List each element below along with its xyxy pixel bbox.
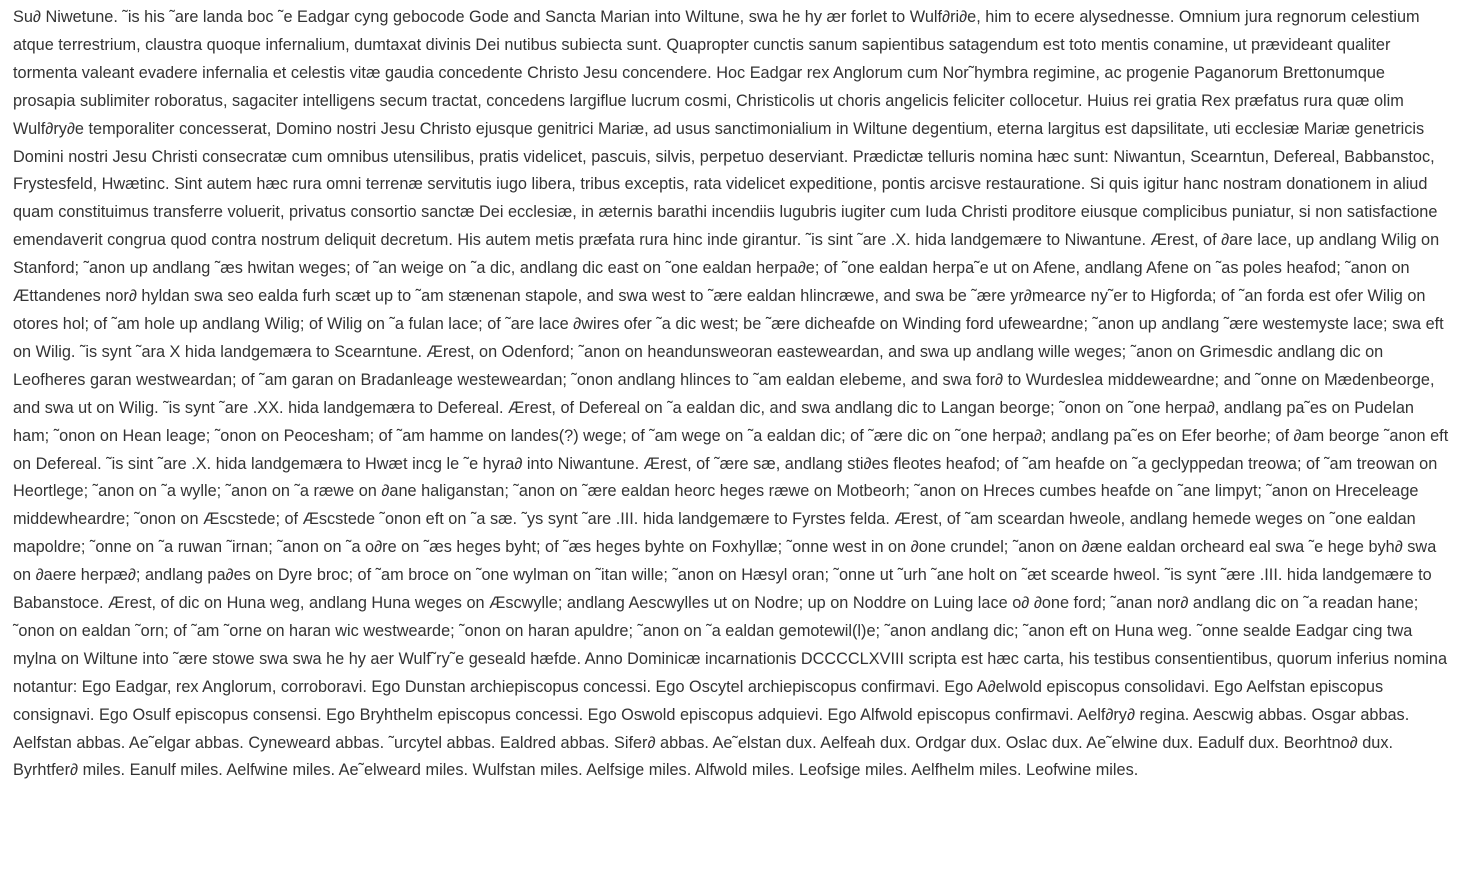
- charter-body-text: Su∂ Niwetune. ˜is his ˜are landa boc ˜e Eadgar cyng gebocode Gode and Sancta Marian into Wiltune, swa he hy ær forlet to Wulf∂ri∂e, him to ecere alysednesse. Omnium jura regnorum celestium atque terrestrium, claustra quoque infernalium, dumtaxat divinis Dei nutibus subiecta sunt. Quapropter cunctis sanum sapientibus satagendum est toto mentis conamine, ut prævideant qualiter tormenta valeant evadere infernalia et celestis vitæ gaudia concedente Christo Jesu concendere. Hoc Eadgar rex Anglorum cum Nor˜hymbra regimine, ac progenie Paganorum Brettonumque prosapia sublimiter roboratus, sagaciter intelligens secum tractat, concedens largiflue lucrum cosmi, Christicolis ut choris angelicis feliciter collocetur. Huius rei gratia Rex præfatus rura quæ olim Wulf∂ry∂e temporaliter concesserat, Domino nostri Jesu Christo ejusque genitrici Mariæ, ad usus sanctimonialium in Wiltune degentium, eterna largitus est dapsilitate, uti ecclesiæ Mariæ genetricis Domini nostri Jesu Christi consecratæ cum omnibus utensilibus, pratis videlicet, pascuis, silvis, perpetuo deserviant. Prædictæ telluris nomina hæc sunt: Niwantun, Scearntun, Defereal, Babbanstoc, Frystesfeld, Hwætinc. Sint autem hæc rura omni terrenæ servitutis iugo libera, tribus exceptis, rata videlicet expeditione, pontis arcisve restauratione. Si quis igitur hanc nostram donationem in aliud quam constituimus transferre voluerit, privatus consortio sanctæ Dei ecclesiæ, in æternis barathi incendiis lugubris iugiter cum Iuda Christi proditore eiusque complicibus puniatur, si non satisfactione emendaverit congrua quod contra nostrum deliquit decretum. His autem metis præfata rura hinc inde girantur. ˜is sint ˜are .X. hida landgemære to Niwantune. Ærest, of ∂are lace, up andlang Wilig on Stanford; ˜anon up andlang ˜æs hwitan weges; of ˜an weige on ˜a dic, andlang dic east on ˜one ealdan herpa∂e; of ˜one ealdan herpa˜e ut on Afene, andlang Afene on ˜as poles heafod; ˜anon on Ættandenes nor∂ hyldan swa seo ealda furh scæt up to ˜am stænenan stapole, and swa west to ˜ære ealdan hlincræwe, and swa be ˜ære yr∂mearce ny˜er to Higforda; of ˜an forda est ofer Wilig on otores hol; of ˜am hole up andlang Wilig; of Wilig on ˜a fulan lace; of ˜are lace ∂wires ofer ˜a dic west; be ˜ære dicheafde on Winding ford ufeweardne; ˜anon up andlang ˜ære westemyste lace; swa eft on Wilig. ˜is synt ˜ara X hida landgemæra to Scearntune. Ærest, on Odenford; ˜anon on heandunsweoran easteweardan, and swa up andlang wille weges; ˜anon on Grimesdic andlang dic on Leofheres garan westweardan; of ˜am garan on Bradanleage westeweardan; ˜onon andlang hlinces to ˜am ealdan elebeme, and swa for∂ to Wurdeslea middeweardne; and ˜onne on Mædenbeorge, and swa ut on Wilig. ˜is synt ˜are .XX. hida landgemæra to Defereal. Ærest, of Defereal on ˜a ealdan dic, and swa andlang dic to Langan beorge; ˜onon on ˜one herpa∂, andlang pa˜es on Pudelan ham; ˜onon on Hean leage; ˜onon on Peocesham; of ˜am hamme on landes(?) wege; of ˜am wege on ˜a ealdan dic; of ˜ære dic on ˜one herpa∂; andlang pa˜es on Efer beorhe; of ∂am beorge ˜anon eft on Defereal. ˜is sint ˜are .X. hida landgemæra to Hwæt incg le ˜e hyra∂ into Niwantune. Ærest, of ˜ære sæ, andlang sti∂es fleotes heafod; of ˜am heafde on ˜a geclyppedan treowa; of ˜am treowan on Heortlege; ˜anon on ˜a wylle; ˜anon on ˜a ræwe on ∂ane haliganstan; ˜anon on ˜ære ealdan heorc heges ræwe on Motbeorh; ˜anon on Hreces cumbes heafde on ˜ane limpyt; ˜anon on Hreceleage middewheardre; ˜onon on Æscstede; of Æscstede ˜onon eft on ˜a sæ. ˜ys synt ˜are .III. hida landgemære to Fyrstes felda. Ærest, of ˜am sceardan hweole, andlang hemede weges on ˜one ealdan mapoldre; ˜onne on ˜a ruwan ˜irnan; ˜anon on ˜a o∂re on ˜æs heges byht; of ˜æs heges byhte on Foxhyllæ; ˜onne west in on ∂one crundel; ˜anon on ∂æne ealdan orcheard eal swa ˜e hege byh∂ swa on ∂aere herpæ∂; andlang pa∂es on Dyre broc; of ˜am broce on ˜one wylman on ˜itan wille; ˜anon on Hæsyl oran; ˜onne ut ˜urh ˜ane holt on ˜æt scearde hweol. ˜is synt ˜ære .III. hida landgemære to Babanstoce. Ærest, of dic on Huna weg, andlang Huna weges on Æscwylle; andlang Aescwylles ut on Nodre; up on Noddre on Luing lace o∂ ∂one ford; ˜anan nor∂ andlang dic on ˜a readan hane; ˜onon on ealdan ˜orn; of ˜am ˜orne on haran wic westwearde; ˜onon on haran apuldre; ˜anon on ˜a ealdan gemotewil(l)e; ˜anon andlang dic; ˜anon eft on Huna weg. ˜onne sealde Eadgar cing twa mylna on Wiltune into ˜ære stowe swa swa he hy aer Wulf˜ry˜e geseald hæfde. Anno Dominicæ incarnationis DCCCCLXVIII scripta est hæc carta, his testibus consentientibus, quorum inferius nomina notantur: Ego Eadgar, rex Anglorum, corroboravi. Ego Dunstan archiepiscopus concessi. Ego Oscytel archiepiscopus confirmavi. Ego A∂elwold episcopus consolidavi. Ego Aelfstan episcopus consignavi. Ego Osulf episcopus consensi. Ego Bryhthelm episcopus concessi. Ego Oswold episcopus adquievi. Ego Alfwold episcopus confirmavi. Aelf∂ry∂ regina. Aescwig abbas. Osgar abbas. Aelfstan abbas. Ae˜elgar abbas. Cyneweard abbas. ˜urcytel abbas. Ealdred abbas. Sifer∂ abbas. Ae˜elstan dux. Aelfeah dux. Ordgar dux. Oslac dux. Ae˜elwine dux. Eadulf dux. Beorhtno∂ dux. Byrhtfer∂ miles. Eanulf miles. Aelfwine miles. Ae˜elweard miles. Wulfstan miles. Aelfsige miles. Alfwold miles. Leofsige miles. Aelfhelm miles. Leofwine miles.: [13, 8, 1449, 780]
